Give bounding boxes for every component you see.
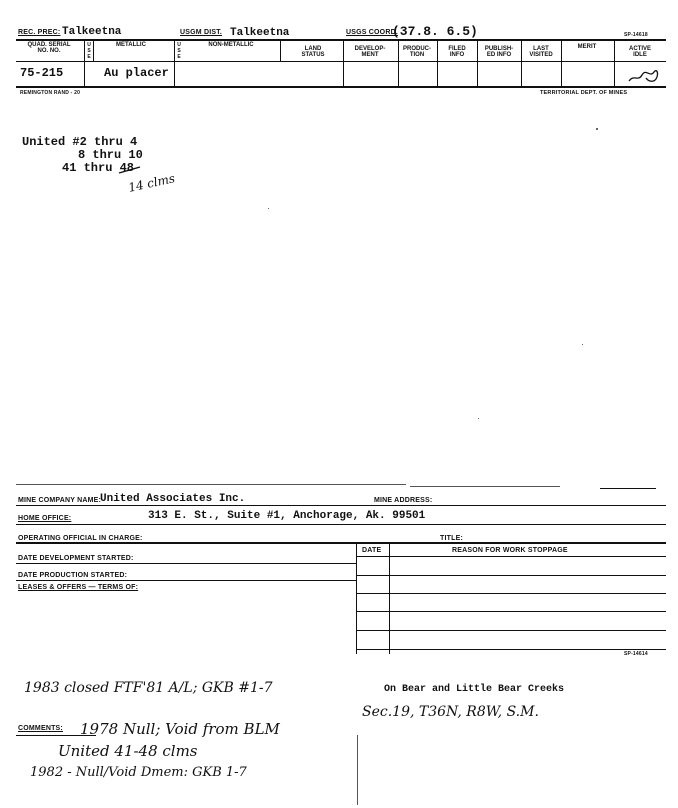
last-visited-label: LAST VISITED [529, 46, 553, 58]
comments-label: COMMENTS: [18, 725, 63, 732]
form-code-bottom: SP-14614 [624, 651, 648, 657]
claims-line-3: 41 thru 48 [62, 161, 135, 175]
date-development-label: DATE DEVELOPMENT STARTED: [18, 555, 134, 562]
claims-line-2: 8 thru 10 [78, 148, 143, 162]
comment-line-1: 1978 Null; Void from BLM [80, 720, 280, 738]
mine-address-label: MINE ADDRESS: [374, 497, 433, 504]
comment-line-2: United 41-48 clms [58, 742, 198, 760]
mine-company-label: MINE COMPANY NAME: [18, 497, 102, 504]
usgs-coord-value: (37.8. 6.5) [392, 24, 478, 39]
use-label-nonmetallic: U S E [177, 42, 181, 60]
production-label: PRODUC- TION [403, 46, 431, 58]
merit-label: MERIT [577, 44, 597, 50]
operating-official-label: OPERATING OFFICIAL IN CHARGE: [18, 535, 143, 542]
filed-info-label: FILED INFO [448, 46, 466, 58]
ink-speck [596, 128, 598, 130]
metallic-label: METALLIC [116, 42, 146, 48]
published-info-label: PUBLISH- ED INFO [484, 46, 514, 58]
closed-note: 1983 closed FTF'81 A/L; GKB #1-7 [24, 680, 273, 696]
location-handwritten: Sec.19, T36N, R8W, S.M. [362, 704, 539, 720]
mine-company-value: United Associates Inc. [100, 493, 246, 505]
quad-serial-label: QUAD. SERIAL NO. NO. [27, 42, 71, 54]
usgm-dist-label: USGM DIST. [180, 29, 223, 36]
ink-speck [268, 208, 269, 209]
date-column-label: DATE [362, 547, 382, 554]
nonmetallic-label: NON-METALLIC [208, 42, 254, 48]
land-status-label: LAND STATUS [301, 46, 325, 58]
leases-offers-label: LEASES & OFFERS — TERMS OF: [18, 584, 139, 591]
use-label-metallic: U S E [87, 42, 91, 60]
usgs-coord-label: USGS COORD. [346, 29, 398, 36]
claims-line-1: United #2 thru 4 [22, 135, 138, 149]
metallic-value: Au placer [104, 66, 169, 80]
strike-mark-icon [118, 164, 142, 176]
active-idle-scribble-icon [626, 62, 662, 86]
location-typed: On Bear and Little Bear Creeks [384, 684, 565, 695]
home-office-value: 313 E. St., Suite #1, Anchorage, Ak. 99501 [148, 510, 426, 522]
form-footer-right: TERRITORIAL DEPT. OF MINES [540, 90, 628, 96]
ink-speck [582, 344, 583, 345]
form-footer-left: REMINGTON RAND - 20 [20, 90, 81, 96]
date-production-label: DATE PRODUCTION STARTED: [18, 572, 128, 579]
serial-number-value: 75-215 [20, 66, 64, 80]
home-office-label: HOME OFFICE: [18, 515, 72, 522]
development-label: DEVELOP- MENT [354, 46, 386, 58]
comment-line-3: 1982 - Null/Void Dmem: GKB 1-7 [30, 765, 247, 780]
ink-speck [478, 418, 479, 419]
reason-work-stoppage-label: REASON FOR WORK STOPPAGE [452, 547, 568, 554]
title-label: TITLE: [440, 535, 463, 542]
rec-prec-value: Talkeetna [62, 26, 122, 38]
usgm-dist-value: Talkeetna [230, 27, 290, 39]
claims-count-annotation: 14 clms [127, 171, 177, 195]
form-code-top: SP-14618 [624, 32, 648, 38]
rec-prec-label: REC. PREC: [18, 29, 61, 36]
active-idle-label: ACTIVE IDLE [628, 46, 651, 58]
